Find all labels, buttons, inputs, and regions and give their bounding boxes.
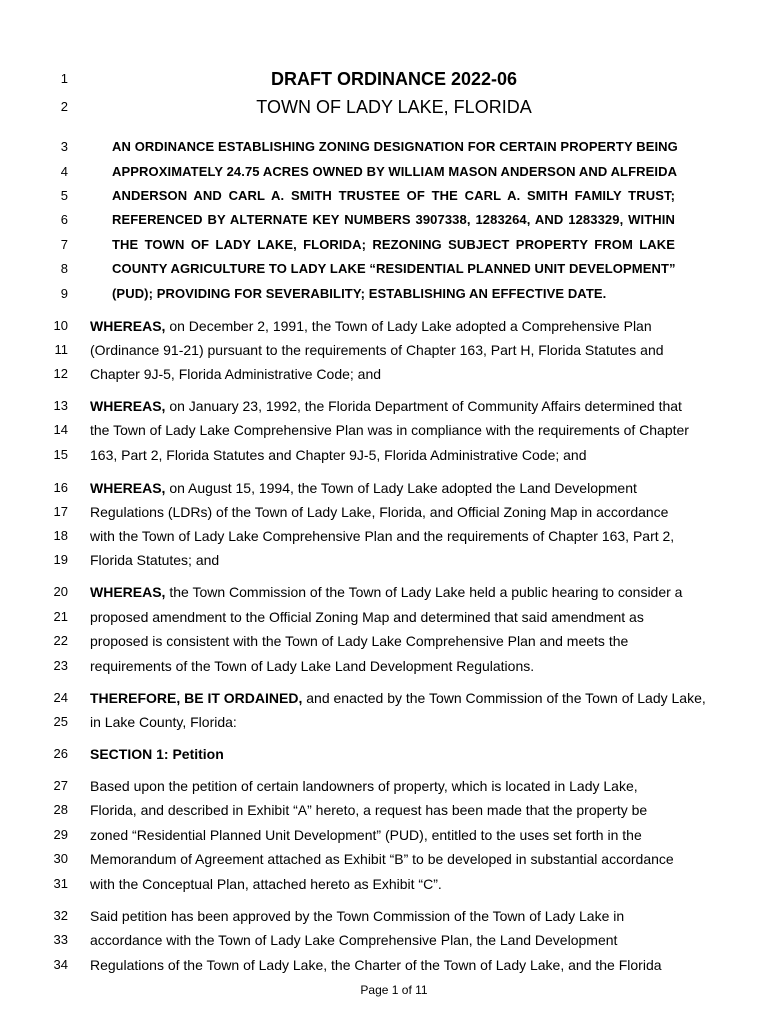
line-6 — [0, 208, 770, 232]
line-8 — [0, 257, 770, 281]
section-text: Regulations of the Town of Lady Lake, the Charter of the Town of Lady Lake, and the Florida — [90, 957, 662, 973]
section-text: Based upon the petition of certain landowners of property, which is located in Lady Lake, — [90, 778, 638, 794]
section-heading: SECTION 1: Petition — [90, 746, 224, 762]
caption-line: COUNTY AGRICULTURE TO LADY LAKE “RESIDENTIAL PLANNED UNIT DEVELOPMENT” — [112, 261, 676, 276]
whereas-lead: WHEREAS, — [90, 584, 166, 600]
line-number: 9 — [60, 286, 68, 301]
line-31 — [0, 872, 770, 896]
line-number: 1 — [60, 71, 68, 86]
line-2 — [0, 95, 770, 119]
line-21 — [0, 605, 770, 629]
whereas-paragraph-line — [90, 476, 637, 500]
line-14 — [0, 418, 770, 442]
line-12 — [0, 362, 770, 386]
line-3 — [0, 135, 770, 159]
line-26 — [0, 742, 770, 766]
line-27 — [0, 774, 770, 798]
whereas-text: on January 23, 1992, the Florida Department of Community Affairs determined that — [165, 398, 682, 414]
line-number: 22 — [53, 633, 68, 648]
line-number: 25 — [53, 714, 68, 729]
section-text: Said petition has been approved by the Town Commission of the Town of Lady Lake in — [90, 908, 625, 924]
section-text: accordance with the Town of Lady Lake Comprehensive Plan, the Land Development — [90, 932, 618, 948]
whereas-text: on December 2, 1991, the Town of Lady Lake adopted a Comprehensive Plan — [165, 318, 652, 334]
therefore-text: and enacted by the Town Commission of the Town of Lady Lake, — [302, 690, 706, 706]
line-number: 5 — [60, 188, 68, 203]
line-number: 33 — [53, 932, 68, 947]
line-23 — [0, 654, 770, 678]
line-number: 13 — [53, 398, 68, 413]
line-number: 20 — [53, 584, 68, 599]
whereas-text: on August 15, 1994, the Town of Lady Lake adopted the Land Development — [165, 480, 637, 496]
line-4 — [0, 160, 770, 184]
line-20 — [0, 580, 770, 604]
line-number: 11 — [54, 342, 68, 357]
line-number: 27 — [53, 778, 68, 793]
line-19 — [0, 548, 770, 572]
line-number: 10 — [53, 318, 68, 333]
whereas-text: requirements of the Town of Lady Lake Land Development Regulations. — [90, 658, 535, 674]
line-16 — [0, 476, 770, 500]
document-subtitle: TOWN OF LADY LAKE, FLORIDA — [256, 97, 532, 117]
caption-line: THE TOWN OF LADY LAKE, FLORIDA; REZONING SUBJECT PROPERTY FROM LAKE — [112, 237, 675, 252]
line-number: 15 — [53, 447, 68, 462]
whereas-text: 163, Part 2, Florida Statutes and Chapter 9J-5, Florida Administrative Code; and — [90, 447, 587, 463]
line-9 — [0, 282, 770, 306]
therefore-text: in Lake County, Florida: — [90, 714, 237, 730]
line-24 — [0, 686, 770, 710]
line-32 — [0, 904, 770, 928]
line-number: 16 — [53, 480, 68, 495]
caption-line: (PUD); PROVIDING FOR SEVERABILITY; ESTABLISHING AN EFFECTIVE DATE. — [112, 286, 607, 301]
line-number: 8 — [60, 261, 68, 276]
line-18 — [0, 524, 770, 548]
line-34 — [0, 953, 770, 977]
whereas-text: Chapter 9J-5, Florida Administrative Code; and — [90, 366, 382, 382]
whereas-lead: WHEREAS, — [90, 398, 166, 414]
caption-line: REFERENCED BY ALTERNATE KEY NUMBERS 3907338, 1283264, AND 1283329, WITHIN — [112, 212, 675, 227]
section-text: Memorandum of Agreement attached as Exhibit “B” to be developed in substantial accordance — [90, 851, 674, 867]
line-28 — [0, 798, 770, 822]
whereas-paragraph-line — [90, 394, 682, 418]
whereas-text: Florida Statutes; and — [90, 552, 220, 568]
line-number: 29 — [53, 827, 68, 842]
whereas-text: the Town of Lady Lake Comprehensive Plan was in compliance with the requirements of Chapter — [90, 422, 689, 438]
whereas-paragraph-line — [90, 314, 652, 338]
whereas-text: with the Town of Lady Lake Comprehensive Plan and the requirements of Chapter 163, Part 2, — [90, 528, 675, 544]
whereas-text: proposed amendment to the Official Zoning Map and determined that said amendment as — [90, 609, 644, 625]
line-number: 24 — [53, 690, 68, 705]
line-number: 18 — [53, 528, 68, 543]
line-number: 31 — [53, 876, 68, 891]
line-number: 21 — [53, 609, 68, 624]
line-29 — [0, 823, 770, 847]
line-10 — [0, 314, 770, 338]
whereas-lead: WHEREAS, — [90, 318, 166, 334]
line-11 — [0, 338, 770, 362]
line-22 — [0, 629, 770, 653]
line-number: 2 — [60, 99, 68, 114]
therefore-lead: THEREFORE, BE IT ORDAINED, — [90, 690, 303, 706]
therefore-paragraph-line — [90, 686, 706, 710]
line-number: 34 — [53, 957, 68, 972]
line-number: 30 — [53, 851, 68, 866]
section-text: zoned “Residential Planned Unit Development” (PUD), entitled to the uses set forth in the — [90, 827, 642, 843]
whereas-text: Regulations (LDRs) of the Town of Lady Lake, Florida, and Official Zoning Map in accordance — [90, 504, 669, 520]
line-25 — [0, 710, 770, 734]
page-footer: Page 1 of 11 — [360, 983, 428, 997]
line-number: 7 — [60, 237, 68, 252]
document-title: DRAFT ORDINANCE 2022-06 — [270, 69, 518, 89]
line-number: 19 — [53, 552, 68, 567]
line-17 — [0, 500, 770, 524]
whereas-text: the Town Commission of the Town of Lady Lake held a public hearing to consider a — [165, 584, 683, 600]
line-number: 4 — [60, 164, 68, 179]
line-1 — [0, 67, 770, 91]
whereas-text: proposed is consistent with the Town of Lady Lake Comprehensive Plan and meets the — [90, 633, 629, 649]
section-text: with the Conceptual Plan, attached hereto as Exhibit “C”. — [90, 876, 442, 892]
line-15 — [0, 443, 770, 467]
caption-line: ANDERSON AND CARL A. SMITH TRUSTEE OF THE CARL A. SMITH FAMILY TRUST; — [112, 188, 675, 203]
line-number: 32 — [53, 908, 68, 923]
caption-line: APPROXIMATELY 24.75 ACRES OWNED BY WILLIAM MASON ANDERSON AND ALFREIDA — [112, 164, 678, 179]
section-text: Florida, and described in Exhibit “A” hereto, a request has been made that the property be — [90, 802, 648, 818]
line-number: 28 — [53, 802, 68, 817]
line-number: 3 — [60, 139, 68, 154]
line-30 — [0, 847, 770, 871]
whereas-paragraph-line — [90, 580, 682, 604]
line-13 — [0, 394, 770, 418]
caption-line: AN ORDINANCE ESTABLISHING ZONING DESIGNATION FOR CERTAIN PROPERTY BEING — [112, 139, 678, 154]
line-number: 17 — [53, 504, 68, 519]
line-33 — [0, 928, 770, 952]
whereas-lead: WHEREAS, — [90, 480, 166, 496]
line-number: 23 — [53, 658, 68, 673]
line-number: 12 — [53, 366, 68, 381]
whereas-text: (Ordinance 91-21) pursuant to the requirements of Chapter 163, Part H, Florida Statutes and — [90, 342, 664, 358]
line-number: 6 — [60, 212, 68, 227]
line-7 — [0, 233, 770, 257]
line-number: 26 — [53, 746, 68, 761]
line-5 — [0, 184, 770, 208]
line-number: 14 — [53, 422, 68, 437]
